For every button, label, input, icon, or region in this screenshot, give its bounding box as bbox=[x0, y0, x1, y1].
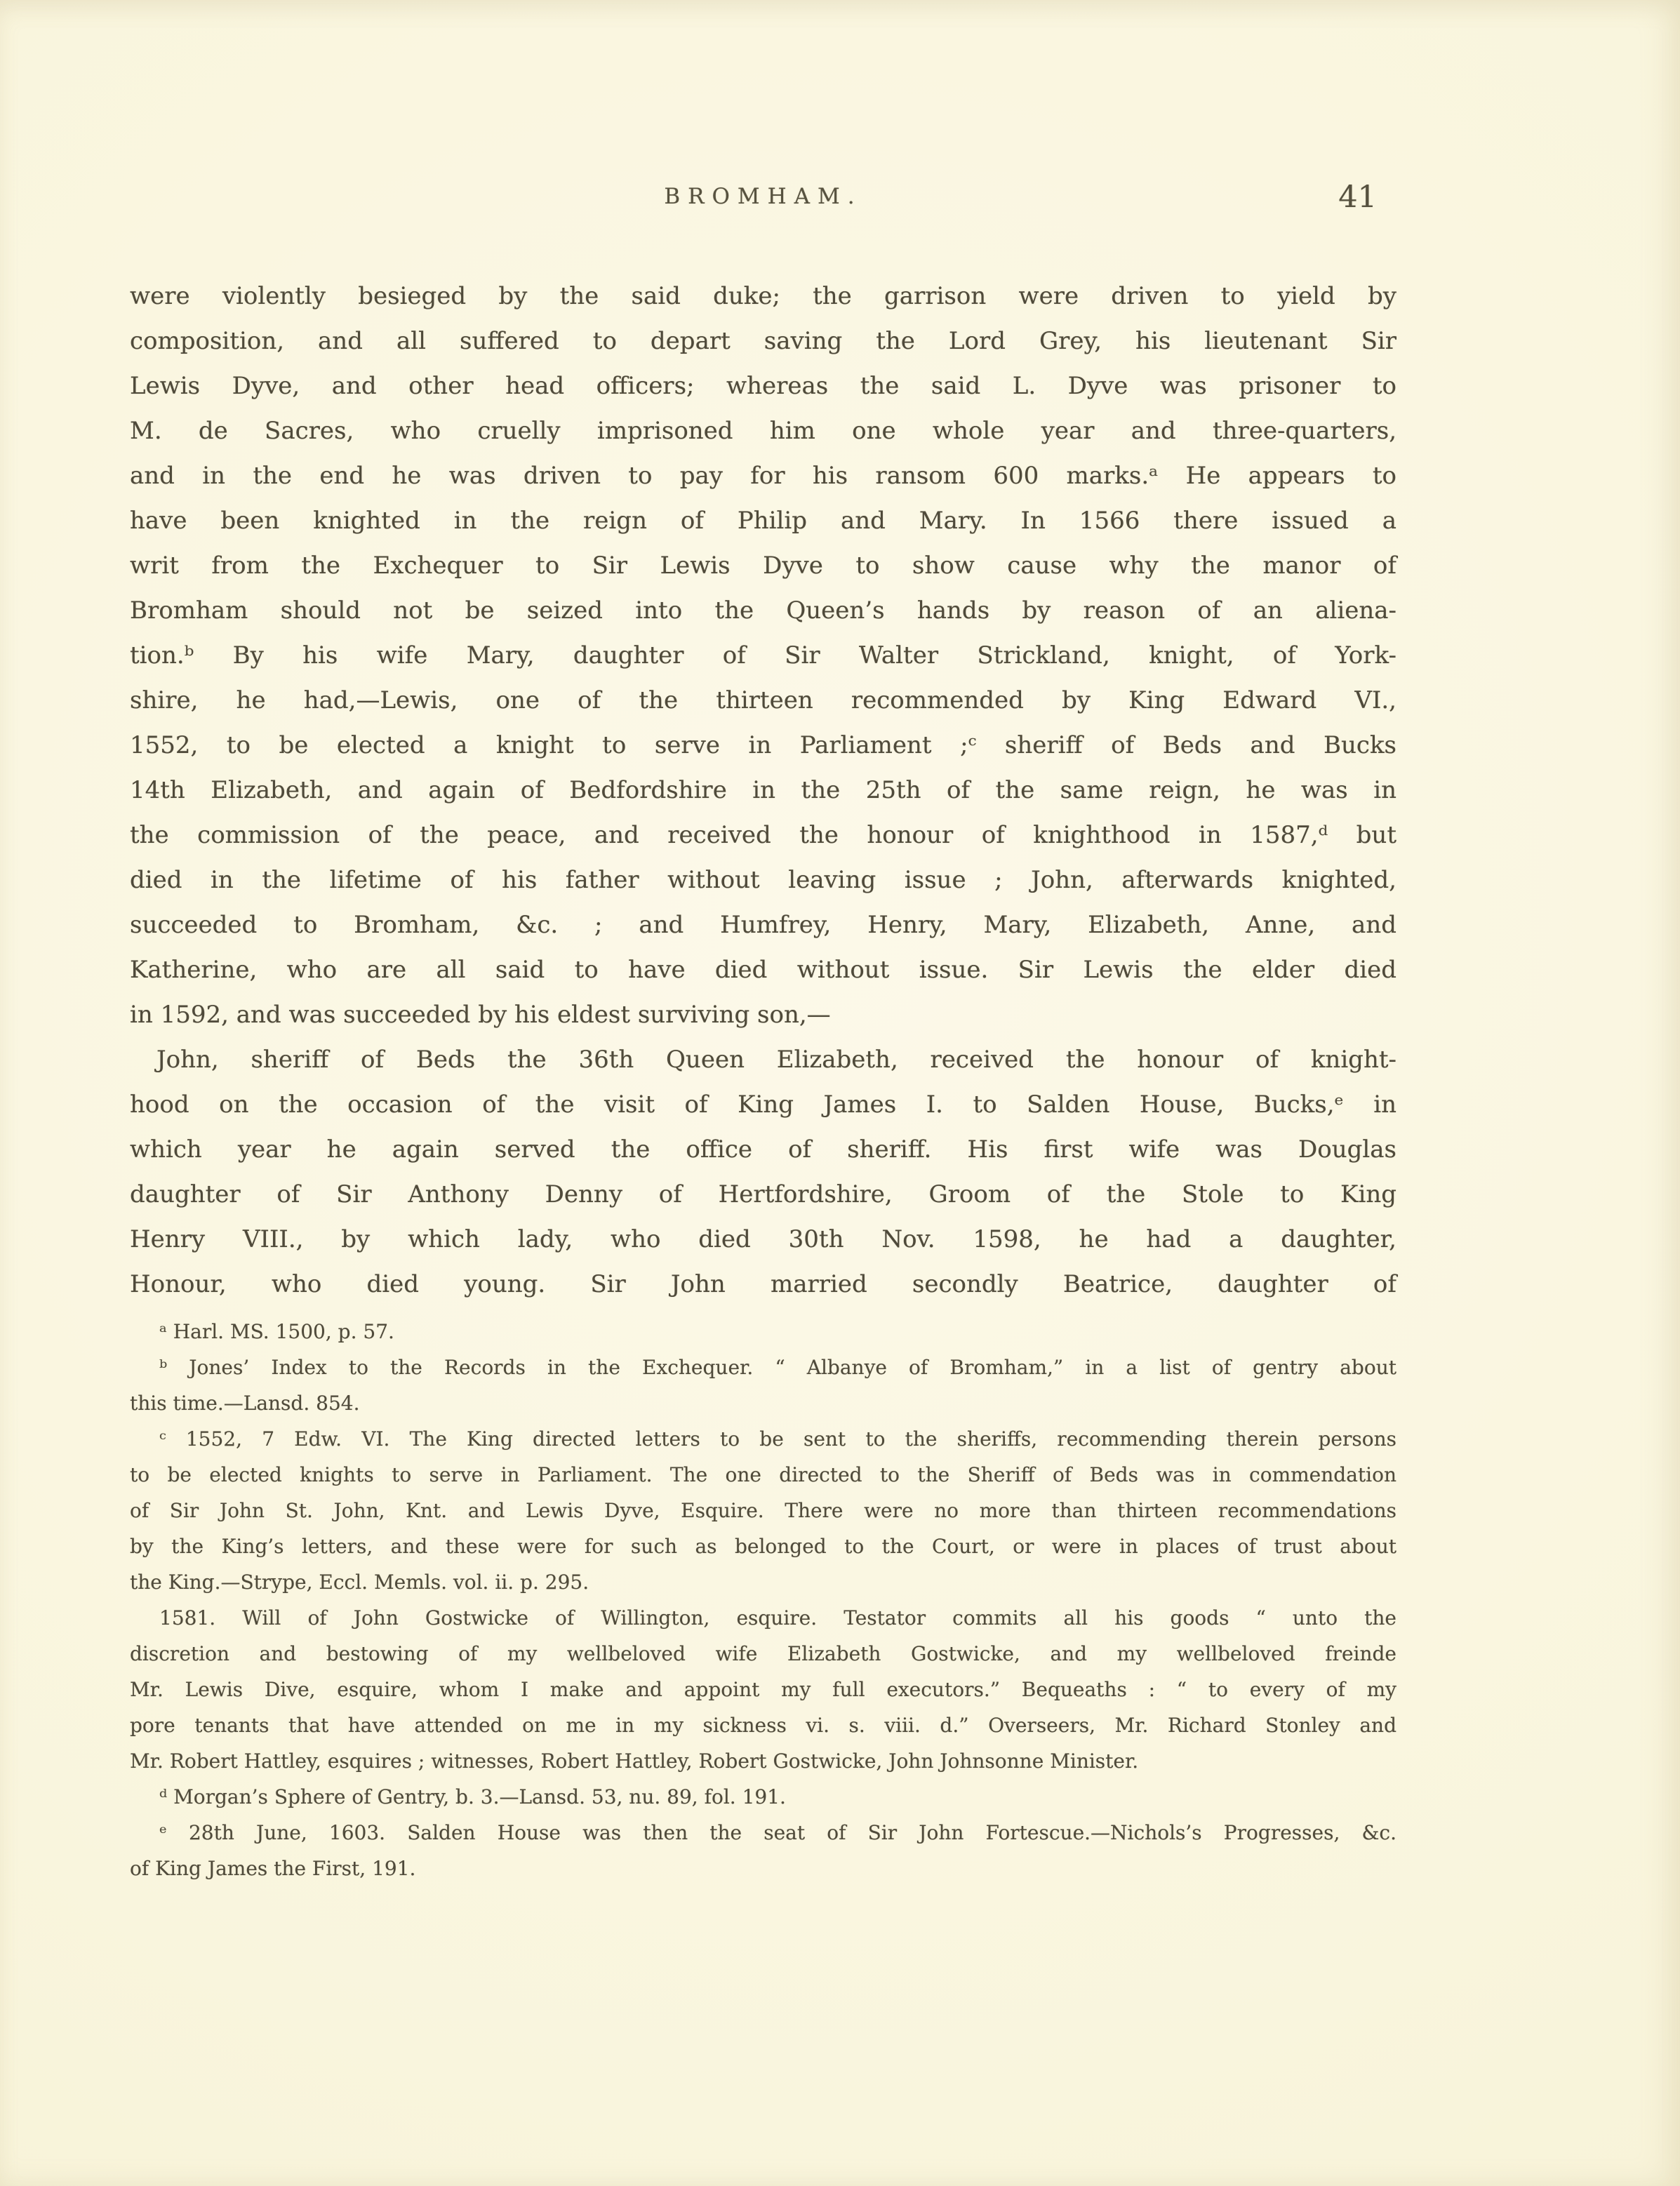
text-line: were violently besieged by the said duke; the garrison were driven to yield by bbox=[130, 282, 1396, 310]
text-line: of King James the First, 191. bbox=[130, 1857, 416, 1880]
text-line: pore tenants that have attended on me in my sickness vi. s. viii. d.” Overseers, Mr. Richard Stonley and bbox=[130, 1714, 1396, 1737]
text-line: hood on the occasion of the visit of King James I. to Salden House, Bucks,ᵉ in bbox=[130, 1091, 1396, 1119]
text-line: 14th Elizabeth, and again of Bedfordshire in the 25th of the same reign, he was in bbox=[130, 776, 1396, 804]
text-line: in 1592, and was succeeded by his eldest surviving son,— bbox=[130, 1001, 831, 1029]
running-header bbox=[130, 180, 1396, 226]
paragraph bbox=[130, 1815, 1396, 1886]
text-line: writ from the Exchequer to Sir Lewis Dyve to show cause why the manor of bbox=[130, 552, 1396, 580]
paragraph bbox=[130, 1037, 1396, 1307]
paragraph bbox=[130, 1600, 1396, 1779]
text-line: shire, he had,—Lewis, one of the thirteen recommended by King Edward VI., bbox=[130, 686, 1396, 714]
text-line: ᵃ Harl. MS. 1500, p. 57. bbox=[159, 1320, 394, 1343]
text-line: tion.ᵇ By his wife Mary, daughter of Sir Walter Strickland, knight, of York- bbox=[130, 641, 1396, 669]
page-number: 41 bbox=[1338, 180, 1377, 215]
text-line: Lewis Dyve, and other head officers; whereas the said L. Dyve was prisoner to bbox=[130, 372, 1396, 400]
text-line: and in the end he was driven to pay for his ransom 600 marks.ᵃ He appears to bbox=[130, 462, 1396, 490]
text-line: of Sir John St. John, Knt. and Lewis Dyve, Esquire. There were no more than thirteen recommendations bbox=[130, 1499, 1396, 1522]
text-line: this time.—Lansd. 854. bbox=[130, 1392, 360, 1415]
text-line: daughter of Sir Anthony Denny of Hertfordshire, Groom of the Stole to King bbox=[130, 1180, 1396, 1208]
text-line: which year he again served the office of sheriff. His first wife was Douglas bbox=[130, 1135, 1396, 1164]
page-title: BROMHAM. bbox=[664, 184, 862, 209]
text-line: died in the lifetime of his father without leaving issue ; John, afterwards knighted, bbox=[130, 866, 1396, 894]
text-line: John, sheriff of Beds the 36th Queen Elizabeth, received the honour of knight- bbox=[156, 1046, 1396, 1074]
text-line: M. de Sacres, who cruelly imprisoned him one whole year and three-quarters, bbox=[130, 417, 1396, 445]
footnotes bbox=[130, 1314, 1396, 1886]
text-line: Katherine, who are all said to have died without issue. Sir Lewis the elder died bbox=[130, 956, 1396, 984]
text-line: Henry VIII., by which lady, who died 30th Nov. 1598, he had a daughter, bbox=[130, 1225, 1396, 1253]
text-line: 1552, to be elected a knight to serve in Parliament ;ᶜ sheriff of Beds and Bucks bbox=[130, 731, 1396, 759]
paragraph bbox=[130, 1779, 1396, 1815]
text-line: Bromham should not be seized into the Queen’s hands by reason of an aliena- bbox=[130, 597, 1396, 625]
text-line: have been knighted in the reign of Philip and Mary. In 1566 there issued a bbox=[130, 507, 1396, 535]
text-line: discretion and bestowing of my wellbeloved wife Elizabeth Gostwicke, and my wellbeloved freinde bbox=[130, 1642, 1396, 1665]
main-text bbox=[130, 274, 1396, 1307]
text-line: ᵇ Jones’ Index to the Records in the Exchequer. “ Albanye of Bromham,” in a list of gentry about bbox=[159, 1356, 1396, 1379]
paragraph bbox=[130, 274, 1396, 1037]
text-line: ᶜ 1552, 7 Edw. VI. The King directed letters to be sent to the sheriffs, recommending therein persons bbox=[159, 1427, 1396, 1451]
text-line: the King.—Strype, Eccl. Memls. vol. ii. p. 295. bbox=[130, 1571, 589, 1594]
text-line: Mr. Robert Hattley, esquires ; witnesses, Robert Hattley, Robert Gostwicke, John Johnsonne Minister. bbox=[130, 1750, 1139, 1773]
paragraph bbox=[130, 1314, 1396, 1349]
text-line: by the King’s letters, and these were for such as belonged to the Court, or were in places of trust about bbox=[130, 1535, 1396, 1558]
text-line: ᵉ 28th June, 1603. Salden House was then the seat of Sir John Fortescue.—Nichols’s Progresses, &c. bbox=[159, 1821, 1396, 1844]
paragraph bbox=[130, 1349, 1396, 1421]
text-line: to be elected knights to serve in Parliament. The one directed to the Sheriff of Beds was in commendation bbox=[130, 1463, 1396, 1486]
text-line: ᵈ Morgan’s Sphere of Gentry, b. 3.—Lansd. 53, nu. 89, fol. 191. bbox=[159, 1785, 786, 1808]
text-line: composition, and all suffered to depart saving the Lord Grey, his lieutenant Sir bbox=[130, 327, 1396, 355]
text-line: Mr. Lewis Dive, esquire, whom I make and appoint my full executors.” Bequeaths : “ to every of my bbox=[130, 1678, 1396, 1701]
text-line: Honour, who died young. Sir John married secondly Beatrice, daughter of bbox=[130, 1270, 1396, 1298]
paragraph bbox=[130, 1421, 1396, 1600]
text-line: 1581. Will of John Gostwicke of Willington, esquire. Testator commits all his goods “ unto the bbox=[159, 1606, 1396, 1629]
text-line: succeeded to Bromham, &c. ; and Humfrey, Henry, Mary, Elizabeth, Anne, and bbox=[130, 911, 1396, 939]
text-line: the commission of the peace, and received the honour of knighthood in 1587,ᵈ but bbox=[130, 821, 1396, 849]
